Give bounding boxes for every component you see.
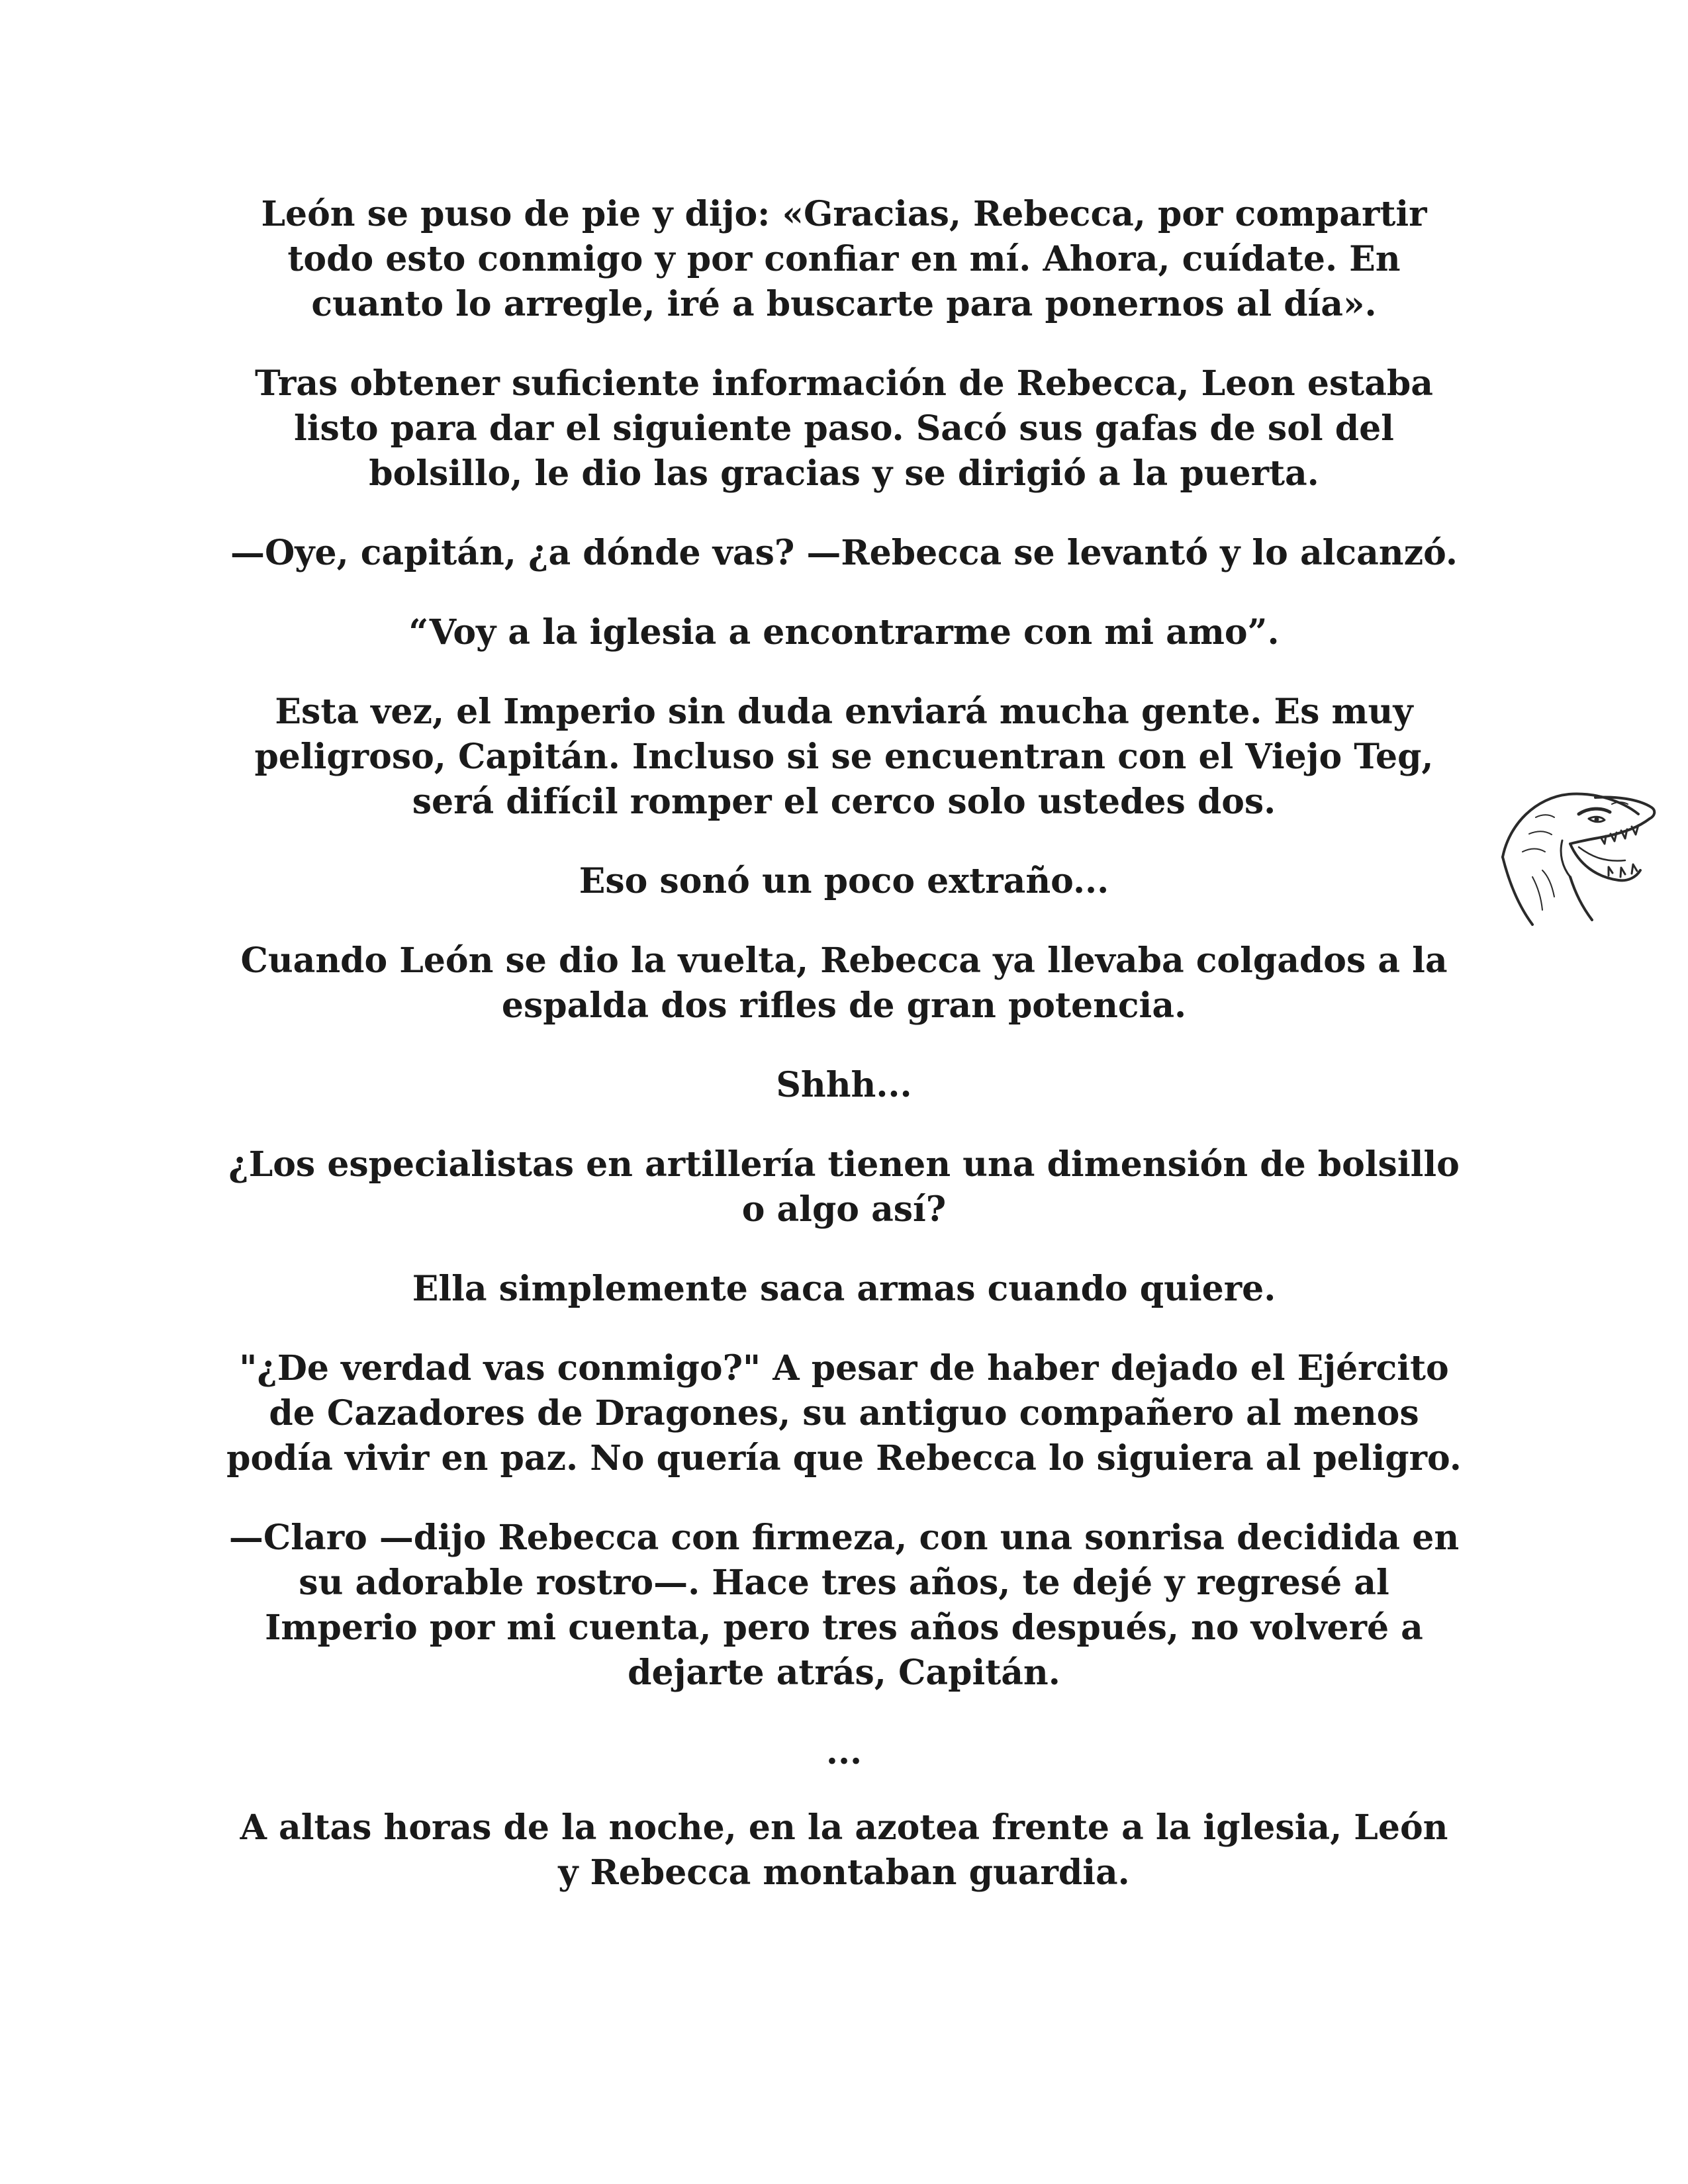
paragraph-1: León se puso de pie y dijo: «Gracias, Rebecca, por compartir todo esto conmigo y por confiar en mí. Ahora, cuídate. En cuanto lo arregle, iré a buscarte para ponernos al día». [261,194,1427,324]
paragraph-5: Esta vez, el Imperio sin duda enviará mucha gente. Es muy peligroso, Capitán. Incluso si se encuentran con el Viejo Teg, será difícil romper el cerco solo ustedes dos. [254,692,1434,822]
dinosaur-head-sketch-icon [1496,778,1662,930]
paragraph-9: ¿Los especialistas en artillería tienen una dimensión de bolsillo o algo así? [228,1144,1460,1230]
paragraph-13: A altas horas de la noche, en la azotea frente a la iglesia, León y Rebecca montaban guardia. [240,1807,1448,1893]
scene-break: ... [825,1732,863,1772]
story-text [225,192,1463,1930]
paragraph-11: "¿De verdad vas conmigo?" A pesar de haber dejado el Ejército de Cazadores de Dragones, su antiguo compañero al menos podía vivir en paz. No quería que Rebecca lo siguiera al peligro. [226,1348,1462,1479]
paragraph-12: —Claro —dijo Rebecca con firmeza, con una sonrisa decidida en su adorable rostro—. Hace tres años, te dejé y regresé al Imperio por mi cuenta, pero tres años después, no volveré a dejarte atrás, Capitán. [228,1518,1460,1693]
paragraph-10: Ella simplemente saca armas cuando quiere. [412,1269,1276,1309]
paragraph-7: Cuando León se dio la vuelta, Rebecca ya llevaba colgados a la espalda dos rifles de gran potencia. [240,940,1448,1026]
paragraph-2: Tras obtener suficiente información de Rebecca, Leon estaba listo para dar el siguiente paso. Sacó sus gafas de sol del bolsillo, le dio las gracias y se dirigió a la puerta. [255,363,1433,494]
paragraph-8: Shhh... [776,1065,912,1105]
paragraph-3: —Oye, capitán, ¿a dónde vas? —Rebecca se levantó y lo alcanzó. [230,533,1458,573]
paragraph-6: Eso sonó un poco extraño... [579,861,1109,901]
paragraph-4: “Voy a la iglesia a encontrarme con mi amo”. [408,612,1280,653]
